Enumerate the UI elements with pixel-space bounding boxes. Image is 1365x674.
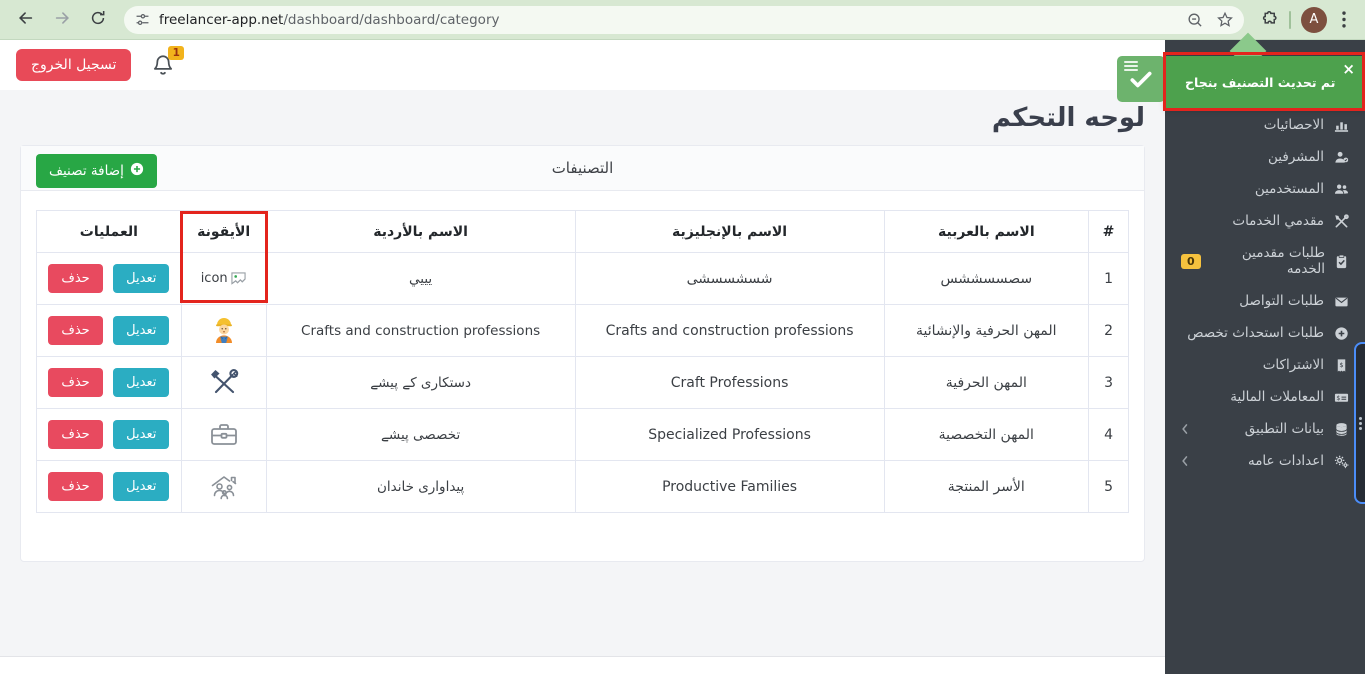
- row-index: 4: [1089, 409, 1129, 461]
- row-index: 2: [1089, 305, 1129, 357]
- sidebar-item-3[interactable]: [1165, 205, 1365, 237]
- name-arabic: سصسسششس: [884, 253, 1089, 305]
- forward-button[interactable]: [46, 4, 78, 36]
- name-urdu: دستکاری کے پیشے: [266, 357, 575, 409]
- notification-badge: 1: [168, 46, 184, 60]
- operations-cell: [37, 253, 182, 305]
- delete-button[interactable]: حذف: [48, 420, 102, 449]
- money-check-icon: [1333, 390, 1349, 405]
- content-area: [0, 90, 1165, 656]
- svg-text:$: $: [1335, 394, 1340, 402]
- url-path: /dashboard/dashboard/category: [283, 11, 500, 28]
- success-check-panel: [1117, 56, 1165, 102]
- edit-button[interactable]: تعديل: [113, 368, 169, 397]
- operations-cell: [37, 461, 182, 513]
- table-row: [37, 461, 1129, 513]
- header-arabic-name: الاسم بالعربية: [884, 211, 1089, 253]
- toolbar-divider: [1289, 11, 1291, 29]
- header-urdu-name: الاسم بالأردية: [266, 211, 575, 253]
- table-row: [37, 305, 1129, 357]
- user-badge-icon: [1333, 150, 1349, 165]
- sidebar-item-6[interactable]: [1165, 317, 1365, 349]
- edit-button[interactable]: تعديل: [113, 316, 169, 345]
- icon-cell: [181, 357, 266, 409]
- count-badge: 0: [1181, 254, 1201, 269]
- hammer-wrench-icon: [208, 367, 240, 399]
- sidebar-item-9[interactable]: [1165, 413, 1365, 445]
- name-arabic: المهن الحرفية: [884, 357, 1089, 409]
- table-row: [37, 357, 1129, 409]
- name-urdu: Crafts and construction professions: [266, 305, 575, 357]
- name-english: Specialized Professions: [575, 409, 884, 461]
- site-info-icon[interactable]: [134, 11, 151, 28]
- reload-icon: [89, 9, 107, 31]
- sidebar-item-label: اعدادات عامه: [1247, 453, 1324, 469]
- sidebar-item-label: المشرفين: [1268, 149, 1324, 165]
- row-index: 1: [1089, 253, 1129, 305]
- sidebar-item-0[interactable]: [1165, 109, 1365, 141]
- name-arabic: المهن التخصصية: [884, 409, 1089, 461]
- table-row: [37, 253, 1129, 305]
- chevron-left-icon: [1181, 455, 1189, 467]
- broken-image-icon: [230, 271, 247, 286]
- page-title: لوحه التحكم: [991, 103, 1145, 133]
- back-button[interactable]: [10, 4, 42, 36]
- menu-lines-icon: [1124, 61, 1138, 73]
- name-arabic: المهن الحرفية والإنشائية: [884, 305, 1089, 357]
- sidebar-item-label: بيانات التطبيق: [1244, 421, 1324, 437]
- delete-button[interactable]: حذف: [48, 316, 102, 345]
- clipboard-check-icon: [1334, 254, 1349, 269]
- family-home-icon: [208, 471, 240, 503]
- notifications-button[interactable]: [151, 47, 180, 77]
- sidebar-item-label: مقدمي الخدمات: [1232, 213, 1324, 229]
- sidebar-item-label: المعاملات المالية: [1230, 389, 1324, 405]
- sidebar-item-label: المستخدمين: [1254, 181, 1324, 197]
- profile-avatar[interactable]: A: [1301, 7, 1327, 33]
- sidebar-item-2[interactable]: [1165, 173, 1365, 205]
- edit-button[interactable]: تعديل: [113, 472, 169, 501]
- sidebar-item-label: طلبات استحداث تخصص: [1187, 325, 1324, 341]
- sidebar-item-8[interactable]: [1165, 381, 1365, 413]
- name-english: شسشسسشى: [575, 253, 884, 305]
- panel-title: التصنيفات: [551, 159, 614, 177]
- edit-button[interactable]: تعديل: [113, 420, 169, 449]
- topbar: [0, 40, 1165, 90]
- database-icon: [1333, 422, 1349, 437]
- name-english: Productive Families: [575, 461, 884, 513]
- chevron-left-icon: [1181, 423, 1189, 435]
- delete-button[interactable]: حذف: [48, 472, 102, 501]
- success-toast[interactable]: [1165, 56, 1365, 108]
- page-footer: [0, 656, 1165, 674]
- toast-message: تم تحديث التصنيف بنجاح: [1185, 74, 1336, 90]
- sidebar-item-label: طلبات مقدمين الخدمه: [1241, 245, 1325, 277]
- plus-circle-icon: [130, 162, 144, 180]
- header-english-name: الاسم بالإنجليزية: [575, 211, 884, 253]
- zoom-out-icon[interactable]: [1186, 11, 1204, 29]
- edit-button[interactable]: تعديل: [113, 264, 169, 293]
- header-icon: الأيقونة: [181, 211, 266, 253]
- edge-widget-handle[interactable]: [1354, 342, 1365, 504]
- table-row: [37, 409, 1129, 461]
- broken-image-alt-text: icon: [200, 271, 228, 286]
- panel-header: [21, 146, 1144, 191]
- forward-arrow-icon: [53, 9, 71, 31]
- name-urdu: پیداواری خاندان: [266, 461, 575, 513]
- envelope-icon: [1333, 294, 1349, 309]
- add-category-button[interactable]: [36, 154, 157, 188]
- name-english: Crafts and construction professions: [575, 305, 884, 357]
- logout-button[interactable]: تسجيل الخروج: [16, 49, 131, 81]
- sidebar-item-5[interactable]: [1165, 285, 1365, 317]
- plus-circle-icon: [1333, 326, 1349, 341]
- briefcase-icon: [208, 419, 240, 451]
- toast-close-icon[interactable]: ×: [1342, 60, 1355, 78]
- users-icon: [1333, 182, 1349, 197]
- name-urdu: تخصصی پیشے: [266, 409, 575, 461]
- construction-worker-icon: [208, 315, 240, 347]
- delete-button[interactable]: حذف: [48, 368, 102, 397]
- sidebar-menu: [1165, 109, 1365, 477]
- operations-cell: [37, 357, 182, 409]
- categories-panel: [20, 145, 1145, 562]
- sidebar-item-label: الاحصائيات: [1263, 117, 1324, 133]
- row-index: 3: [1089, 357, 1129, 409]
- sidebar-item-7[interactable]: [1165, 349, 1365, 381]
- table-header-row: [37, 211, 1129, 253]
- back-arrow-icon: [17, 9, 35, 31]
- row-index: 5: [1089, 461, 1129, 513]
- operations-cell: [37, 305, 182, 357]
- icon-cell: [181, 461, 266, 513]
- icon-cell: [181, 253, 266, 305]
- sidebar-item-1[interactable]: [1165, 141, 1365, 173]
- sidebar-item-label: طلبات التواصل: [1239, 293, 1324, 309]
- browser-menu-icon[interactable]: [1337, 11, 1351, 28]
- bookmark-star-icon[interactable]: [1216, 11, 1234, 29]
- sidebar-item-10[interactable]: [1165, 445, 1365, 477]
- name-english: Craft Professions: [575, 357, 884, 409]
- sidebar-item-4[interactable]: [1165, 237, 1365, 285]
- browser-toolbar: [0, 0, 1365, 40]
- icon-cell: [181, 409, 266, 461]
- icon-cell: [181, 305, 266, 357]
- tools-icon: [1333, 214, 1349, 229]
- receipt-dollar-icon: [1333, 358, 1349, 373]
- delete-button[interactable]: حذف: [48, 264, 102, 293]
- sidebar-item-label: الاشتراكات: [1262, 357, 1324, 373]
- add-category-label: إضافة تصنيف: [49, 163, 124, 179]
- categories-table: [36, 210, 1129, 513]
- svg-text:$: $: [1338, 360, 1344, 369]
- sidebar: [1165, 40, 1365, 674]
- gears-icon: [1333, 454, 1349, 469]
- name-arabic: الأسر المنتجة: [884, 461, 1089, 513]
- url-host: freelancer-app.net: [159, 11, 284, 28]
- reload-button[interactable]: [82, 4, 114, 36]
- header-index: #: [1089, 211, 1129, 253]
- name-urdu: يييي: [266, 253, 575, 305]
- header-operations: العمليات: [37, 211, 182, 253]
- address-bar[interactable]: [124, 6, 1244, 34]
- url-text[interactable]: [159, 12, 1178, 28]
- operations-cell: [37, 409, 182, 461]
- bar-chart-icon: [1333, 118, 1349, 133]
- extensions-icon[interactable]: [1260, 10, 1279, 29]
- grip-dots-icon: [1359, 415, 1362, 432]
